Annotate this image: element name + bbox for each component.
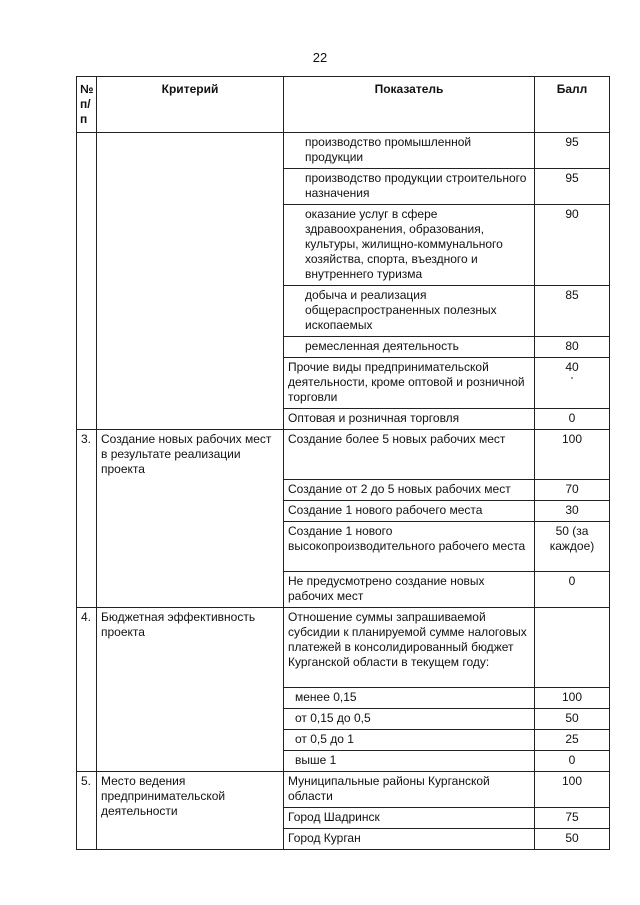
criteria-table	[76, 76, 610, 850]
score-cell: 0	[535, 572, 610, 608]
score-cell: 100	[535, 688, 610, 709]
indicator-cell: Создание более 5 новых рабочих мест	[284, 430, 535, 480]
score-cell: 100	[535, 772, 610, 808]
score-cell: 50	[535, 829, 610, 850]
indicator-cell: выше 1	[284, 751, 535, 772]
score-cell: 70	[535, 480, 610, 501]
indicator-cell: Город Шадринск	[284, 808, 535, 829]
indicator-cell: Прочие виды предпринимательской деятельности, кроме оптовой и розничной торговли	[284, 358, 535, 409]
score-cell: 50 (за каждое)	[535, 522, 610, 572]
indicator-cell: производство промышленной продукции	[284, 133, 535, 169]
criterion-cell: Место ведения предпринимательской деятельности	[97, 772, 284, 850]
row-num-cell	[77, 133, 97, 430]
score-cell: 95	[535, 133, 610, 169]
score-cell-with-dot	[535, 358, 610, 409]
page-number: 22	[312, 50, 328, 65]
criterion-cell: Создание новых рабочих мест в результате реализации проекта	[97, 430, 284, 608]
indicator-cell: Отношение суммы запрашиваемой субсидии к планируемой сумме налоговых платежей в консолидированный бюджет Курганской области в текущем году:	[284, 608, 535, 688]
indicator-cell: оказание услуг в сфере здравоохранения, образования, культуры, жилищно-коммунального хозяйства, спорта, въездного и внутреннего туризма	[284, 205, 535, 286]
indicator-cell: Муниципальные районы Курганской области	[284, 772, 535, 808]
score-cell: 85	[535, 286, 610, 337]
row-num-cell: 4.	[77, 608, 97, 772]
score-cell: 75	[535, 808, 610, 829]
indicator-cell: Не предусмотрено создание новых рабочих мест	[284, 572, 535, 608]
indicator-cell: Создание 1 нового рабочего места	[284, 501, 535, 522]
indicator-cell: ремесленная деятельность	[284, 337, 535, 358]
indicator-cell: производство продукции строительного назначения	[284, 169, 535, 205]
indicator-cell: Оптовая и розничная торговля	[284, 409, 535, 430]
indicator-cell: Город Курган	[284, 829, 535, 850]
header-row	[77, 77, 610, 133]
indicator-cell: от 0,15 до 0,5	[284, 709, 535, 730]
score-cell	[535, 608, 610, 688]
indicator-cell: Создание 1 нового высокопроизводительного рабочего места	[284, 522, 535, 572]
criterion-cell: Бюджетная эффективность проекта	[97, 608, 284, 772]
table-row	[77, 133, 610, 169]
row-num-cell: 3.	[77, 430, 97, 608]
indicator-cell: добыча и реализация общераспространенных полезных ископаемых	[284, 286, 535, 337]
score-cell: 90	[535, 205, 610, 286]
header-score: Балл	[535, 77, 610, 133]
indicator-cell: от 0,5 до 1	[284, 730, 535, 751]
score-cell: 25	[535, 730, 610, 751]
table-row	[77, 772, 610, 808]
table-row	[77, 430, 610, 480]
indicator-cell: менее 0,15	[284, 688, 535, 709]
dot-mark	[571, 377, 573, 379]
score-cell: 0	[535, 751, 610, 772]
score-cell: 0	[535, 409, 610, 430]
indicator-cell: Создание от 2 до 5 новых рабочих мест	[284, 480, 535, 501]
header-criterion: Критерий	[97, 77, 284, 133]
score-cell: 95	[535, 169, 610, 205]
header-num: № п/п	[77, 77, 97, 133]
score-cell: 50	[535, 709, 610, 730]
criterion-cell	[97, 133, 284, 430]
score-value: 40	[565, 360, 579, 374]
score-cell: 80	[535, 337, 610, 358]
row-num-cell: 5.	[77, 772, 97, 850]
score-cell: 30	[535, 501, 610, 522]
score-cell: 100	[535, 430, 610, 480]
header-indicator: Показатель	[284, 77, 535, 133]
table-row	[77, 608, 610, 688]
